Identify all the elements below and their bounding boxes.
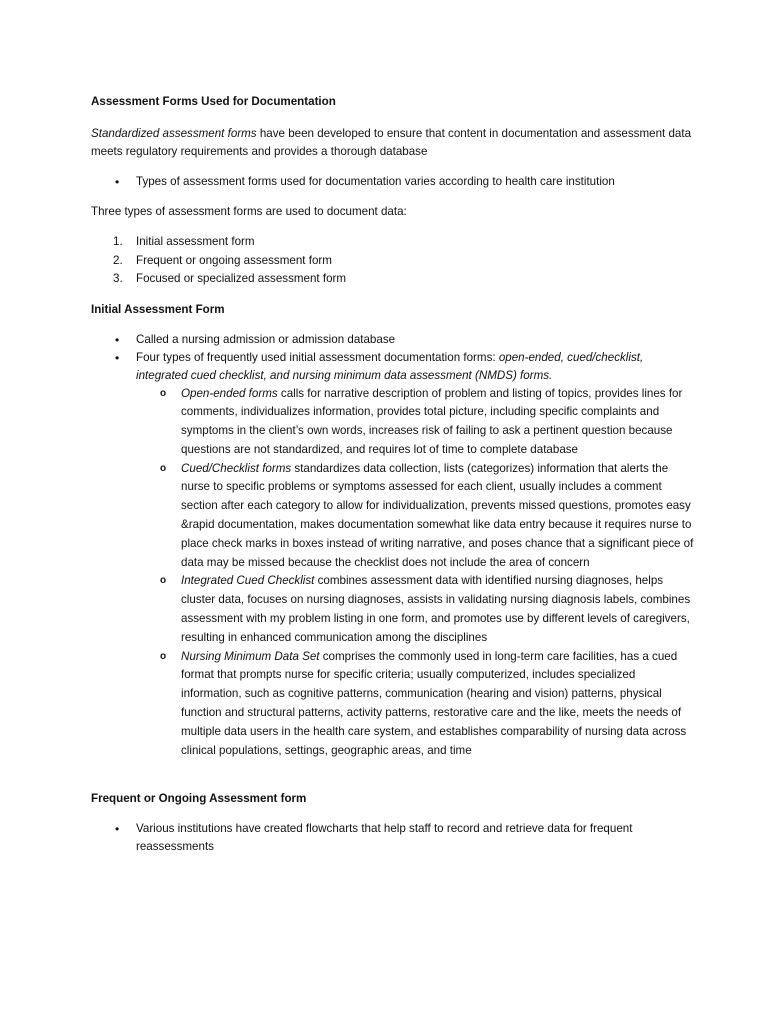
bullet-marker: • (115, 822, 120, 837)
bullet-marker: • (115, 332, 120, 347)
initial-section-heading: Initial Assessment Form (91, 302, 225, 316)
list-item (91, 572, 696, 647)
three-types-list (91, 233, 696, 289)
list-item-label: Frequent or ongoing assessment form (136, 253, 332, 267)
list-item (91, 385, 696, 460)
list-item (91, 460, 696, 573)
list-item-label: Initial assessment form (136, 235, 255, 248)
sub-bullet-marker: o (160, 387, 167, 399)
three-types-heading: Three types of assessment forms are used to document data: (91, 205, 407, 218)
list-number: 3. (113, 272, 123, 285)
frequent-section-heading: Frequent or Ongoing Assessment form (91, 792, 307, 806)
sub-item-text: standardizes data collection, lists (categorizes) information that alerts the nurse to specific problems or symptoms assessed for each client, usually includes a comment section after each category to allow for individualization, prevents missed questions, promotes easy &rapid documentation, makes documentation somewhat like data entry because it requires nurse to place check marks in boxes instead of writing narrative, and poses chance that a significant piece of data may be missed because the checklist does not include the area of concern (181, 461, 694, 569)
intro-bullet-list (91, 173, 696, 191)
assessment-form-types-list (91, 385, 696, 761)
bullet-marker: • (115, 175, 120, 189)
bullet-marker: • (115, 350, 120, 365)
sub-item-text: calls for narrative description of problem and listing of topics, provides lines for comments, individualizes information, provides total picture, including specific complaints and symptoms in the client’s own words, increases risk of failing to ask a pertinent question because questions are not standardized, and requires lot of time to complete database (181, 386, 683, 456)
list-item (91, 233, 696, 252)
frequent-bullet-1-text: Various institutions have created flowcharts that help staff to record and retrieve data for frequent reassessments (136, 822, 633, 854)
sub-item-term: Open-ended forms (181, 386, 278, 400)
sub-item-text: combines assessment data with identified nursing diagnoses, helps cluster data, focuses on nursing diagnoses, assists in validating nursing diagnosis labels, combines assessment with my problem listing in one form, and promotes use by different levels of caregivers, resulting in enhanced communication among the disciplines (181, 574, 691, 644)
list-number: 2. (113, 253, 123, 267)
intro-bullet-text: Types of assessment forms used for documentation varies according to health care institution (136, 175, 615, 188)
intro-paragraph (91, 125, 696, 161)
list-item-label: Focused or specialized assessment form (136, 272, 347, 285)
list-item (91, 349, 696, 385)
intro-text: have been developed to ensure that content in documentation and assessment data meets regulatory requirements and provides a thorough database (91, 127, 692, 158)
sub-bullet-marker: o (160, 462, 167, 474)
sub-item-text: comprises the commonly used in long-term care facilities, has a cued format that prompts nurse for specific criteria; usually computerized, includes specialized information, such as cognitive patterns, communication (hearing and vision) patterns, physical function and structural patterns, activity patterns, restorative care and the like, meets the needs of multiple data users in the health care system, and establishes comparability of nursing data across clinical populations, settings, geographic areas, and time (181, 649, 687, 757)
list-item (91, 252, 696, 271)
intro-italic-term: Standardized assessment forms (91, 127, 257, 140)
list-item (91, 173, 696, 191)
sub-bullet-marker: o (160, 650, 167, 662)
sub-item-term: Integrated Cued Checklist (181, 574, 315, 588)
list-item (91, 648, 696, 761)
sub-item-term: Nursing Minimum Data Set (181, 649, 320, 663)
document-title: Assessment Forms Used for Documentation (91, 95, 336, 108)
sub-bullet-marker: o (160, 575, 167, 587)
list-item (91, 331, 696, 349)
list-item (91, 270, 696, 289)
initial-bullet-2-text: Four types of frequently used initial assessment documentation forms: (136, 350, 499, 364)
list-item (91, 820, 696, 856)
frequent-section-list (91, 820, 696, 856)
sub-item-term: Cued/Checklist forms (181, 461, 292, 475)
initial-bullet-2-italic: open-ended, cued/checklist, integrated cued checklist, and nursing minimum data assessment (NMDS) forms. (136, 350, 644, 382)
initial-bullet-1-text: Called a nursing admission or admission database (136, 332, 396, 346)
initial-section-list (91, 331, 696, 385)
list-number: 1. (113, 235, 123, 248)
